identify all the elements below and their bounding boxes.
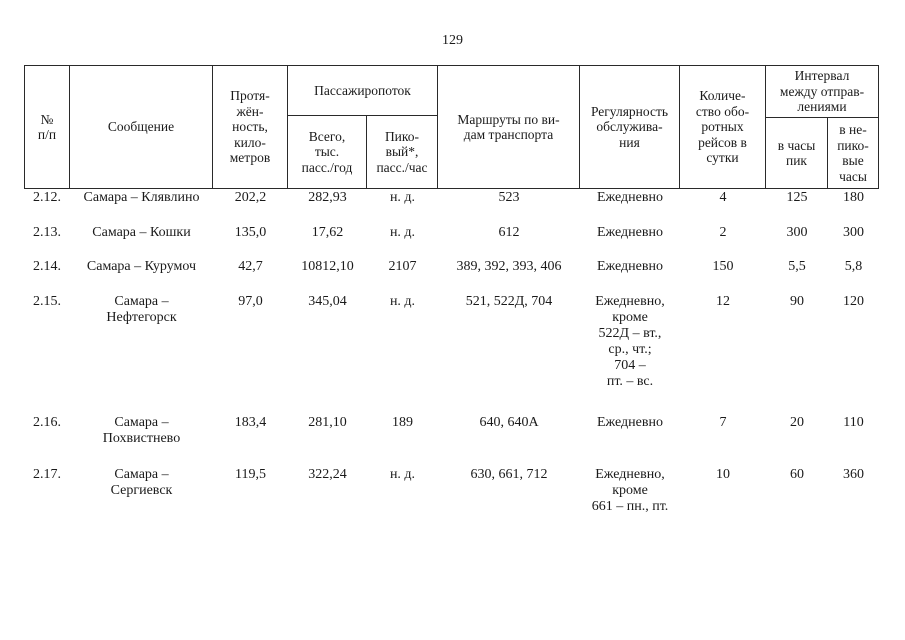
row-regularity: Ежедневно xyxy=(596,259,663,274)
row-number: 2.12. xyxy=(33,190,61,205)
header-route: Сообщение xyxy=(107,119,175,135)
row-route: Самара – Кошки xyxy=(92,225,191,240)
row-interval-offpeak: 180 xyxy=(843,190,864,205)
row-flow-peak: н. д. xyxy=(389,467,416,482)
row-route: Самара – Курумоч xyxy=(86,259,197,274)
row-routes: 630, 661, 712 xyxy=(470,467,548,482)
row-length: 202,2 xyxy=(234,190,267,205)
row-trips: 150 xyxy=(712,259,734,274)
row-trips: 4 xyxy=(719,190,727,205)
header-trips: Количе- ство обо- ротных рейсов в сутки xyxy=(695,88,750,166)
row-trips: 7 xyxy=(719,415,727,430)
row-interval-offpeak: 360 xyxy=(843,467,864,482)
row-interval-offpeak: 110 xyxy=(843,415,864,430)
header-interval-peak: в часы пик xyxy=(777,137,816,168)
row-interval-peak: 60 xyxy=(790,467,804,482)
header-flow-peak: Пико- вый*, пасс./час xyxy=(376,128,428,175)
row-flow-peak: н. д. xyxy=(389,294,416,309)
page-number: 129 xyxy=(442,33,463,48)
row-routes: 389, 392, 393, 406 xyxy=(456,259,562,274)
row-routes: 523 xyxy=(498,190,520,205)
row-route: Самара – Клявлино xyxy=(83,190,200,205)
row-route: Самара – Сергиевск xyxy=(110,467,173,498)
header-interval: Интервал между отправ- лениями xyxy=(779,68,865,115)
row-interval-peak: 5,5 xyxy=(788,259,806,274)
row-regularity: Ежедневно, кроме 661 – пн., пт. xyxy=(591,467,669,514)
header-interval-offpeak: в не- пико- вые часы xyxy=(837,122,869,184)
row-routes: 612 xyxy=(498,225,520,240)
row-number: 2.15. xyxy=(33,294,61,309)
row-interval-peak: 90 xyxy=(790,294,804,309)
row-flow-total: 17,62 xyxy=(311,225,344,240)
row-flow-total: 345,04 xyxy=(308,294,347,309)
row-number: 2.14. xyxy=(33,259,61,274)
row-interval-offpeak: 300 xyxy=(843,225,864,240)
row-flow-total: 322,24 xyxy=(308,467,347,482)
header-length: Протя- жён- ность, кило- метров xyxy=(229,88,271,166)
row-length: 119,5 xyxy=(235,467,266,482)
header-flow-total: Всего, тыс. пасс./год xyxy=(301,128,353,175)
row-length: 183,4 xyxy=(234,415,267,430)
header-regularity: Регулярность обслужива- ния xyxy=(590,103,669,150)
header-passenger-flow: Пассажиропоток xyxy=(314,82,411,98)
row-interval-peak: 20 xyxy=(790,415,804,430)
row-interval-offpeak: 5,8 xyxy=(844,259,863,274)
header-routes-by-transport: Маршруты по ви- дам транспорта xyxy=(457,111,560,142)
row-regularity: Ежедневно, кроме 522Д – вт., ср., чт.; 704 – пт. – вс. xyxy=(595,294,665,389)
row-flow-total: 281,10 xyxy=(308,415,347,430)
row-length: 97,0 xyxy=(238,294,263,309)
row-flow-total: 10812,10 xyxy=(301,259,354,274)
row-number: 2.17. xyxy=(33,467,61,482)
row-routes: 640, 640А xyxy=(479,415,539,430)
row-trips: 10 xyxy=(716,467,730,482)
row-flow-peak: 2107 xyxy=(388,259,417,274)
row-flow-total: 282,93 xyxy=(308,190,347,205)
row-regularity: Ежедневно xyxy=(596,225,663,240)
row-interval-offpeak: 120 xyxy=(843,294,864,309)
row-routes: 521, 522Д, 704 xyxy=(465,294,553,309)
row-regularity: Ежедневно xyxy=(596,190,663,205)
row-trips: 2 xyxy=(719,225,727,240)
row-length: 135,0 xyxy=(234,225,267,240)
row-flow-peak: 189 xyxy=(392,415,413,430)
row-interval-peak: 300 xyxy=(786,225,808,240)
row-interval-peak: 125 xyxy=(786,190,808,205)
row-number: 2.13. xyxy=(33,225,61,240)
row-route: Самара – Нефтегорск xyxy=(106,294,177,325)
row-route: Самара – Похвистнево xyxy=(102,415,181,446)
row-length: 42,7 xyxy=(238,259,263,274)
row-regularity: Ежедневно xyxy=(596,415,663,430)
row-flow-peak: н. д. xyxy=(389,190,416,205)
header-number: № п/п xyxy=(37,111,57,142)
row-flow-peak: н. д. xyxy=(389,225,416,240)
row-trips: 12 xyxy=(716,294,730,309)
row-number: 2.16. xyxy=(33,415,61,430)
